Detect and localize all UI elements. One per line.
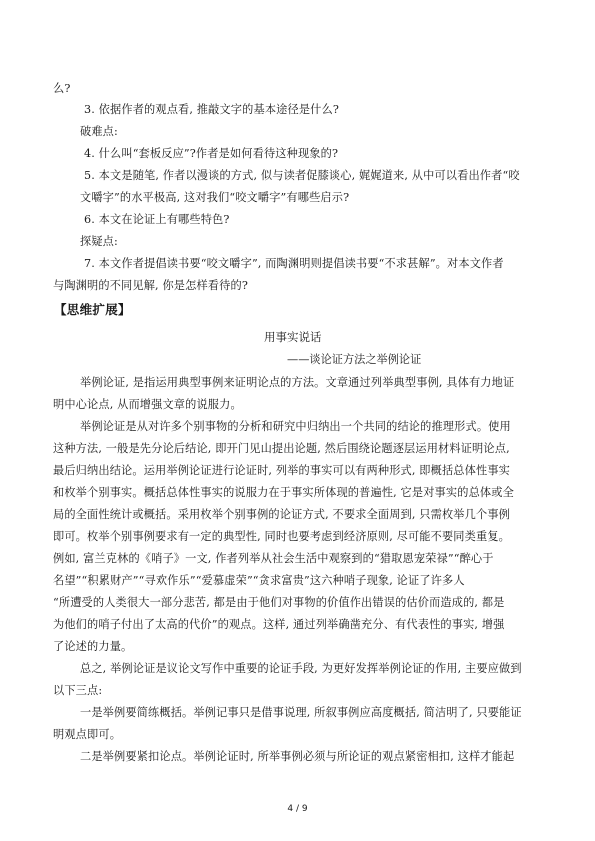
paragraph-line: 为他们的哨子付出了太高的代价”的观点。这样, 通过列举确凿充分、有代表性的事实, 增强	[53, 618, 505, 631]
essay-title: 用事实说话	[264, 330, 322, 344]
text-line: 文嚼字”的水平极高, 这对我们“咬文嚼字”有哪些启示?	[80, 191, 350, 204]
paragraph-line: 局的全面性统计或概括。采用枚举个别事例的论证方式, 不要求全面周到, 只需枚举几个事例	[53, 508, 510, 521]
paragraph-line: 明观点即可。	[53, 728, 122, 741]
paragraph-line: 二是举例要紧扣论点。举例论证时, 所举事例必须与所论证的观点紧密相扣, 这样才能起	[80, 750, 515, 763]
paragraph-line: 举例论证, 是指运用典型事例来证明论点的方法。文章通过列举典型事例, 具体有力地证	[80, 376, 515, 389]
text-line: 么?	[53, 82, 71, 95]
question-7: 7. 本文作者提倡读书要“咬文嚼字”, 而陶渊明则提倡读书要“不求甚解”。对本文作者	[84, 257, 504, 270]
paragraph-line: 和枚举个别事实。概括总体性事实的说服力在于事实所体现的普遍性, 它是对事实的总体或全	[53, 486, 514, 499]
paragraph-line: 最后归纳出结论。运用举例论证进行论证时, 列举的事实可以有两种形式, 即概括总体性事实	[53, 464, 510, 477]
question-4: 4. 什么叫“套板反应”?作者是如何看待这种现象的?	[84, 147, 339, 160]
question-6: 6. 本文在论证上有哪些特色?	[84, 213, 230, 226]
essay-subtitle: ——谈论证方法之举例论证	[287, 353, 422, 366]
paragraph-line: 以下三点:	[53, 684, 103, 697]
paragraph-line: 明中心论点, 从而增强文章的说服力。	[53, 398, 242, 411]
paragraph-line: 这种方法, 一般是先分论后结论, 即开门见山提出论题, 然后围绕论题逐层运用材料证明论点,	[53, 442, 510, 455]
subheading-doubt-points: 探疑点:	[80, 235, 118, 248]
page-number: 4 / 9	[287, 804, 308, 814]
section-title: 【思维扩展】	[54, 302, 131, 317]
text-line: 与陶渊明的不同见解, 你是怎样看待的?	[53, 279, 248, 292]
question-3: 3. 依据作者的观点看, 推敲文字的基本途径是什么?	[84, 103, 339, 116]
question-5: 5. 本文是随笔, 作者以漫谈的方式, 似与读者促膝谈心, 娓娓道来, 从中可以看出作者“咬	[84, 169, 520, 182]
paragraph-line: 总之, 举例论证是议论文写作中重要的论证手段, 为更好发挥举例论证的作用, 主要应做到	[80, 662, 522, 675]
paragraph-line: 一是举例要简练概括。举例记事只是借事说理, 所叙事例应高度概括, 简洁明了, 只要能证	[80, 706, 522, 719]
paragraph-line: 即可。枚举个别事例要求有一定的典型性, 同时也要考虑到经济原则, 尽可能不要同类重复。	[53, 530, 510, 543]
paragraph-line: 举例论证是从对许多个别事物的分析和研究中归纳出一个共同的结论的推理形式。使用	[80, 420, 511, 433]
paragraph-line: 了论述的力量。	[53, 640, 133, 653]
subheading-difficult-points: 破难点:	[80, 125, 118, 138]
paragraph-line: 例如, 富兰克林的《哨子》一文, 作者列举从社会生活中观察到的“猎取恩宠荣禄”“醉心于	[53, 552, 494, 565]
paragraph-line: “所遭受的人类很大一部分悲苦, 都是由于他们对事物的价值作出错误的估价而造成的, 都是	[53, 596, 505, 609]
paragraph-line: 名望”“积累财产”“寻欢作乐”“爱慕虚荣”“贪求富贵”这六种哨子现象, 论证了许多人	[53, 574, 465, 587]
